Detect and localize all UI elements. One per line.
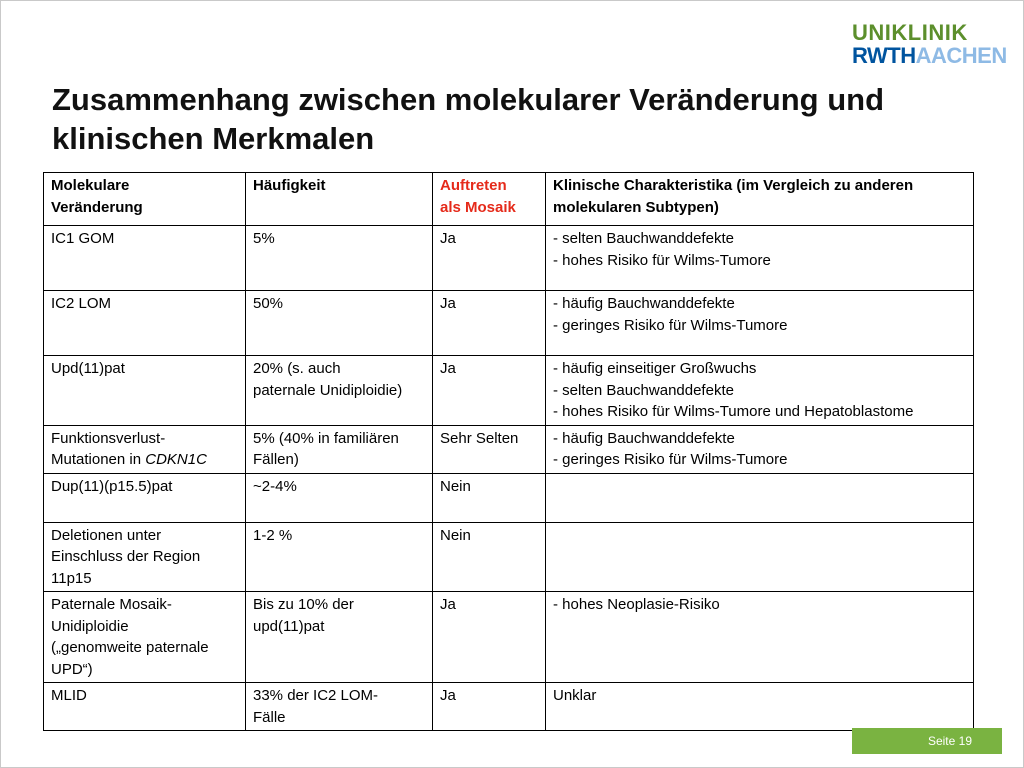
cell-line: - hohes Neoplasie-Risiko bbox=[553, 596, 720, 613]
cell-line: upd(11)pat bbox=[253, 617, 325, 635]
cell-clinical bbox=[546, 356, 974, 426]
cell-line: Unklar bbox=[553, 687, 597, 704]
header-text: Klinische Charakteristika (im Vergleich zu anderen bbox=[553, 177, 914, 194]
cell-line: IC1 GOM bbox=[51, 230, 115, 247]
cell-line: Sehr Selten bbox=[440, 429, 519, 447]
header-text: Häufigkeit bbox=[253, 177, 326, 194]
cell-mosaic bbox=[433, 291, 546, 356]
header-text: Veränderung bbox=[51, 198, 143, 216]
cell-line: Nein bbox=[440, 477, 471, 495]
cell-change bbox=[44, 356, 246, 426]
logo-aachen-text: AACHEN bbox=[915, 43, 1007, 68]
cell-line: - hohes Risiko für Wilms-Tumore bbox=[553, 251, 771, 269]
cell-mosaic bbox=[433, 522, 546, 592]
cell-line: Upd(11)pat bbox=[51, 360, 125, 377]
cell-frequency bbox=[246, 226, 433, 291]
cell-mosaic bbox=[433, 683, 546, 731]
header-text: Molekulare bbox=[51, 177, 130, 194]
cell-line: 1-2 % bbox=[253, 526, 293, 544]
table-row bbox=[44, 592, 974, 683]
cell-frequency bbox=[246, 592, 433, 683]
cell-clinical bbox=[546, 592, 974, 683]
cell-line: Ja bbox=[440, 230, 456, 247]
cell-line: 33% der IC2 LOM- bbox=[253, 687, 379, 704]
cell-frequency bbox=[246, 356, 433, 426]
table-header-row bbox=[44, 173, 974, 226]
cell-line: Paternale Mosaik- bbox=[51, 596, 172, 613]
header-text: Auftreten bbox=[440, 177, 507, 194]
cell-line bbox=[51, 449, 239, 471]
cell-line-text: Mutationen in bbox=[51, 451, 146, 468]
cell-line: - häufig einseitiger Großwuchs bbox=[553, 360, 757, 377]
cell-frequency bbox=[246, 473, 433, 522]
uniklinik-rwth-aachen-logo bbox=[852, 20, 1007, 70]
cell-line: 20% (s. auch bbox=[253, 360, 341, 377]
cell-line: - geringes Risiko für Wilms-Tumore bbox=[553, 451, 788, 468]
logo-rwth-aachen-text bbox=[852, 43, 1007, 68]
cell-change bbox=[44, 592, 246, 683]
cell-change bbox=[44, 226, 246, 291]
cell-change bbox=[44, 522, 246, 592]
cell-change bbox=[44, 473, 246, 522]
page-number-badge: Seite 19 bbox=[852, 728, 1002, 754]
cell-line: Unidiploidie bbox=[51, 617, 129, 635]
cell-line: Dup(11)(p15.5)pat bbox=[51, 477, 173, 495]
cell-line: ~2-4% bbox=[253, 477, 297, 495]
cell-line: Deletionen unter bbox=[51, 526, 162, 544]
cell-change bbox=[44, 425, 246, 473]
cell-clinical bbox=[546, 291, 974, 356]
table-row bbox=[44, 683, 974, 731]
cell-line: 5% bbox=[253, 230, 275, 247]
cell-line: 50% bbox=[253, 295, 284, 312]
cell-line: - selten Bauchwanddefekte bbox=[553, 381, 734, 399]
cell-line: Einschluss der Region bbox=[51, 548, 201, 565]
cell-change bbox=[44, 291, 246, 356]
header-mosaic bbox=[433, 173, 546, 226]
table-row bbox=[44, 473, 974, 522]
cell-frequency bbox=[246, 425, 433, 473]
cell-mosaic bbox=[433, 425, 546, 473]
cell-line: paternale Unidiploidie) bbox=[253, 381, 403, 399]
logo-uniklinik-text: UNIKLINIK bbox=[852, 20, 968, 45]
header-frequency bbox=[246, 173, 433, 226]
cell-mosaic bbox=[433, 226, 546, 291]
table-row bbox=[44, 522, 974, 592]
slide-title: Zusammenhang zwischen molekularer Veränderung und klinischen Merkmalen bbox=[52, 82, 885, 156]
cell-mosaic bbox=[433, 356, 546, 426]
cell-mosaic bbox=[433, 473, 546, 522]
cell-line: Nein bbox=[440, 526, 471, 544]
cell-line: - geringes Risiko für Wilms-Tumore bbox=[553, 316, 788, 334]
cell-clinical bbox=[546, 522, 974, 592]
table-row bbox=[44, 291, 974, 356]
cell-line: Bis zu 10% der bbox=[253, 596, 354, 613]
cell-line: („genomweite paternale bbox=[51, 639, 209, 656]
cell-line: Ja bbox=[440, 596, 456, 613]
molecular-clinical-table bbox=[43, 172, 974, 731]
table-row bbox=[44, 226, 974, 291]
header-text: molekularen Subtypen) bbox=[553, 198, 719, 216]
cell-line: - häufig Bauchwanddefekte bbox=[553, 429, 735, 447]
cell-frequency bbox=[246, 683, 433, 731]
cell-line: Ja bbox=[440, 360, 456, 377]
cell-line: Funktionsverlust- bbox=[51, 429, 166, 447]
table-row bbox=[44, 356, 974, 426]
cell-clinical bbox=[546, 226, 974, 291]
header-text: als Mosaik bbox=[440, 198, 516, 216]
cell-line: Ja bbox=[440, 687, 456, 704]
cell-line: MLID bbox=[51, 687, 87, 704]
header-molecular-change bbox=[44, 173, 246, 226]
logo-rwth-text: RWTH bbox=[852, 43, 916, 68]
cell-line: Fälle bbox=[253, 708, 286, 726]
cell-line: 11p15 bbox=[51, 569, 92, 587]
gene-name-italic: CDKN1C bbox=[145, 451, 207, 468]
cell-clinical bbox=[546, 683, 974, 731]
cell-clinical bbox=[546, 473, 974, 522]
cell-line: UPD“) bbox=[51, 660, 93, 678]
cell-line: Ja bbox=[440, 295, 456, 312]
cell-mosaic bbox=[433, 592, 546, 683]
cell-clinical bbox=[546, 425, 974, 473]
cell-frequency bbox=[246, 291, 433, 356]
cell-change bbox=[44, 683, 246, 731]
cell-line: 5% (40% in familiären bbox=[253, 429, 399, 447]
header-clinical bbox=[546, 173, 974, 226]
cell-line: IC2 LOM bbox=[51, 295, 112, 312]
cell-line: - hohes Risiko für Wilms-Tumore und Hepatoblastome bbox=[553, 403, 914, 420]
cell-line: - selten Bauchwanddefekte bbox=[553, 230, 734, 247]
cell-line: Fällen) bbox=[253, 451, 299, 468]
cell-line: - häufig Bauchwanddefekte bbox=[553, 295, 735, 312]
cell-frequency bbox=[246, 522, 433, 592]
table-row bbox=[44, 425, 974, 473]
